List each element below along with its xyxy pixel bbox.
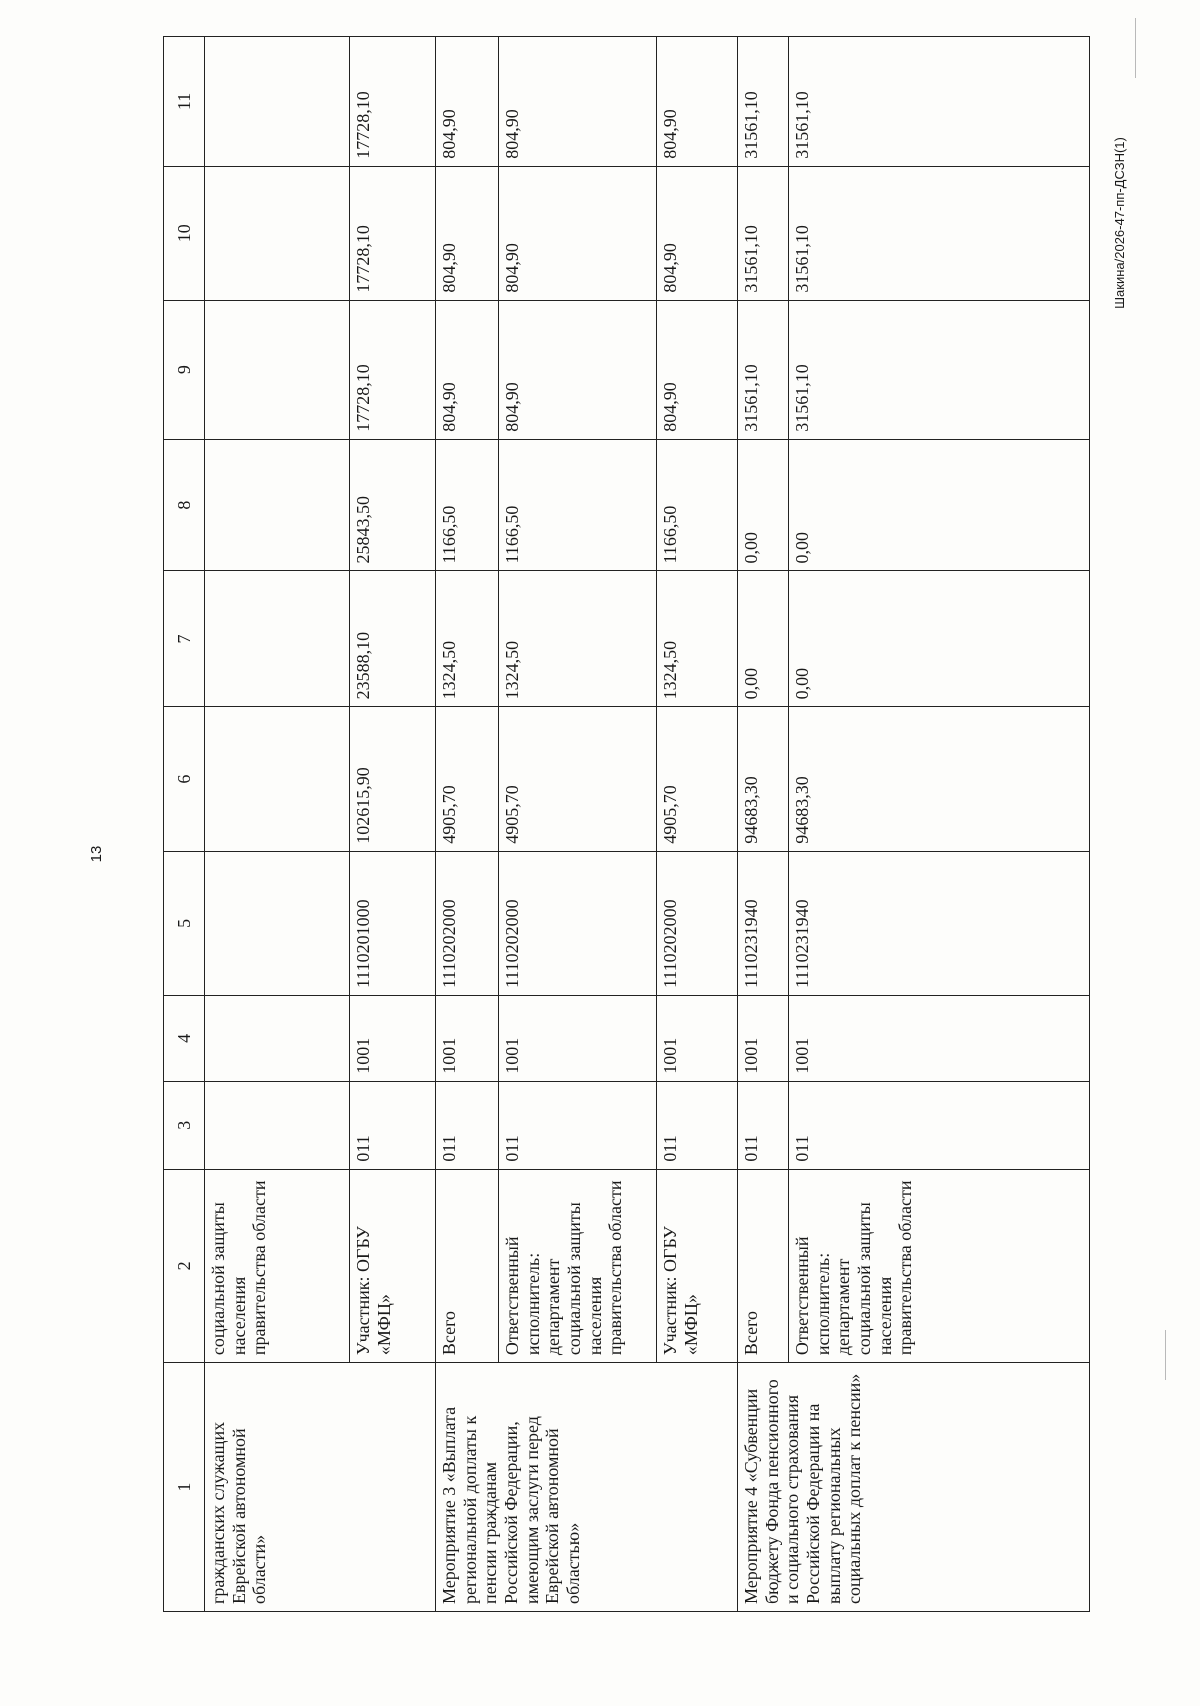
cell-amount: 804,90 bbox=[436, 300, 499, 439]
executor-cell: Всего bbox=[738, 1169, 789, 1362]
executor-cell: Участник: ОГБУ «МФЦ» bbox=[657, 1169, 738, 1362]
cell-total: 4905,70 bbox=[436, 707, 499, 851]
cell-rzpr: 1001 bbox=[499, 996, 657, 1082]
column-header: 11 bbox=[164, 37, 205, 167]
column-header: 10 bbox=[164, 166, 205, 300]
cell-amount: 31561,10 bbox=[738, 37, 789, 167]
cell-amount: 804,90 bbox=[499, 166, 657, 300]
table-row bbox=[738, 37, 789, 1612]
cell-amount: 804,90 bbox=[657, 166, 738, 300]
cell-amount: 31561,10 bbox=[789, 37, 1090, 167]
cell-amount: 1166,50 bbox=[499, 439, 657, 571]
table-row bbox=[436, 37, 499, 1612]
cell-rzpr: 1001 bbox=[657, 996, 738, 1082]
executor-cell: Всего bbox=[436, 1169, 499, 1362]
column-header: 3 bbox=[164, 1081, 205, 1169]
cell-csr: 1110202000 bbox=[657, 851, 738, 995]
cell-amount: 1166,50 bbox=[657, 439, 738, 571]
cell-csr: 1110202000 bbox=[436, 851, 499, 995]
cell-amount: 804,90 bbox=[657, 300, 738, 439]
cell-rzpr: 1001 bbox=[436, 996, 499, 1082]
activity-name: Мероприятие 4 «Субвенции бюджету Фонда пенсионного и социального страхования Российской Федерации на выплату региональных социальных доплат к пенсии» bbox=[738, 1363, 1090, 1612]
column-header: 7 bbox=[164, 571, 205, 707]
cell-amount: 1324,50 bbox=[657, 571, 738, 707]
column-header: 5 bbox=[164, 851, 205, 995]
cell-grbs: 011 bbox=[499, 1081, 657, 1169]
document-code: Шакина/2026-47-пп-ДСЗН(1) bbox=[1112, 137, 1127, 309]
cell-total: 94683,30 bbox=[789, 707, 1090, 851]
cell-amount: 31561,10 bbox=[789, 166, 1090, 300]
cell bbox=[205, 996, 350, 1082]
cell-amount: 0,00 bbox=[738, 439, 789, 571]
cell-rzpr: 1001 bbox=[789, 996, 1090, 1082]
cell-csr: 1110231940 bbox=[738, 851, 789, 995]
scan-artifact-line bbox=[1165, 1330, 1166, 1380]
rotated-table-container bbox=[163, 36, 1080, 1612]
cell-grbs: 011 bbox=[350, 1081, 436, 1169]
cell-csr: 1110201000 bbox=[350, 851, 436, 995]
cell bbox=[205, 1081, 350, 1169]
column-header: 9 bbox=[164, 300, 205, 439]
cell bbox=[205, 300, 350, 439]
scan-artifact-line bbox=[1135, 18, 1136, 78]
cell-total: 4905,70 bbox=[499, 707, 657, 851]
table-row bbox=[205, 37, 350, 1612]
column-header: 1 bbox=[164, 1363, 205, 1612]
cell-total: 102615,90 bbox=[350, 707, 436, 851]
column-header: 8 bbox=[164, 439, 205, 571]
cell bbox=[205, 707, 350, 851]
cell-amount: 804,90 bbox=[436, 166, 499, 300]
cell-amount: 1166,50 bbox=[436, 439, 499, 571]
cell-csr: 1110202000 bbox=[499, 851, 657, 995]
cell-grbs: 011 bbox=[436, 1081, 499, 1169]
cell-amount: 804,90 bbox=[436, 37, 499, 167]
cell-amount: 1324,50 bbox=[499, 571, 657, 707]
budget-table bbox=[163, 36, 1090, 1612]
cell-amount: 17728,10 bbox=[350, 37, 436, 167]
cell-amount: 23588,10 bbox=[350, 571, 436, 707]
cell bbox=[205, 166, 350, 300]
cell-amount: 0,00 bbox=[789, 439, 1090, 571]
cell-amount: 0,00 bbox=[789, 571, 1090, 707]
executor-cell: Участник: ОГБУ «МФЦ» bbox=[350, 1169, 436, 1362]
cell-rzpr: 1001 bbox=[350, 996, 436, 1082]
executor-cell: социальной защиты населения правительства области bbox=[205, 1169, 350, 1362]
cell-amount: 31561,10 bbox=[738, 166, 789, 300]
executor-cell: Ответственный исполнитель: департамент социальной защиты населения правительства области bbox=[499, 1169, 657, 1362]
executor-cell: Ответственный исполнитель: департамент социальной защиты населения правительства области bbox=[789, 1169, 1090, 1362]
cell-csr: 1110231940 bbox=[789, 851, 1090, 995]
cell-rzpr: 1001 bbox=[738, 996, 789, 1082]
cell-amount: 17728,10 bbox=[350, 166, 436, 300]
cell-amount: 25843,50 bbox=[350, 439, 436, 571]
header-row bbox=[164, 37, 205, 1612]
page-number: 13 bbox=[88, 845, 105, 863]
cell-amount: 804,90 bbox=[499, 37, 657, 167]
cell bbox=[205, 37, 350, 167]
column-header: 2 bbox=[164, 1169, 205, 1362]
cell-amount: 1324,50 bbox=[436, 571, 499, 707]
cell-grbs: 011 bbox=[789, 1081, 1090, 1169]
cell-grbs: 011 bbox=[657, 1081, 738, 1169]
cell-amount: 804,90 bbox=[657, 37, 738, 167]
cell-total: 4905,70 bbox=[657, 707, 738, 851]
cell-amount: 0,00 bbox=[738, 571, 789, 707]
activity-name: гражданских служащих Еврейской автономной области» bbox=[205, 1363, 436, 1612]
cell-amount: 804,90 bbox=[499, 300, 657, 439]
column-header: 4 bbox=[164, 996, 205, 1082]
cell-grbs: 011 bbox=[738, 1081, 789, 1169]
cell bbox=[205, 851, 350, 995]
cell-amount: 31561,10 bbox=[789, 300, 1090, 439]
cell-amount: 17728,10 bbox=[350, 300, 436, 439]
activity-name: Мероприятие 3 «Выплата региональной доплаты к пенсии гражданам Российской Федерации, имеющим заслуги перед Еврейской автономной областью» bbox=[436, 1363, 738, 1612]
cell bbox=[205, 571, 350, 707]
column-header: 6 bbox=[164, 707, 205, 851]
cell bbox=[205, 439, 350, 571]
cell-total: 94683,30 bbox=[738, 707, 789, 851]
cell-amount: 31561,10 bbox=[738, 300, 789, 439]
